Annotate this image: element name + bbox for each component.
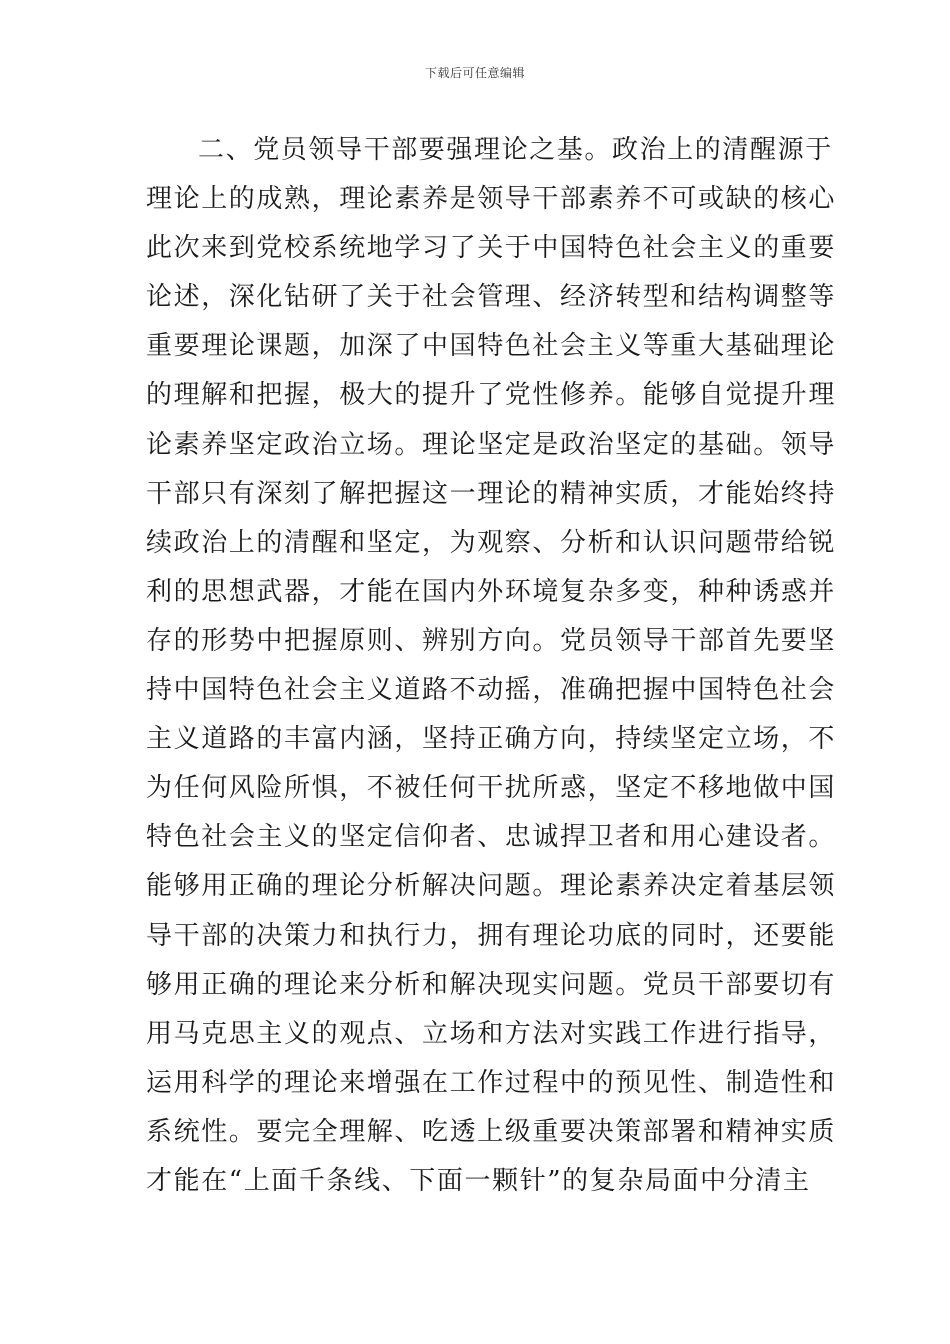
text-line: 特色社会主义的坚定信仰者、忠诚捍卫者和用心建设者。: [146, 822, 837, 853]
text-line: 的理解和把握，极大的提升了党性修养。能够自觉提升理: [146, 380, 837, 411]
text-line: 理论上的成熟，理论素养是领导干部素养不可或缺的核心: [146, 184, 837, 215]
text-line: 重要理论课题，加深了中国特色社会主义等重大基础理论: [146, 331, 837, 362]
text-line: 够用正确的理论来分析和解决现实问题。党员干部要切有: [146, 969, 837, 1000]
page-header: 下载后可任意编辑: [424, 66, 525, 80]
text-line: 能够用正确的理论分析解决问题。理论素养决定着基层领: [146, 871, 837, 902]
text-line: 二、党员领导干部要强理论之基。政治上的清醒源于: [198, 135, 833, 165]
text-line: 用马克思主义的观点、立场和方法对实践工作进行指导，: [146, 1018, 837, 1049]
text-line: 主义道路的丰富内涵，坚持正确方向，持续坚定立场，不: [146, 724, 837, 755]
text-line: 导干部的决策力和执行力，拥有理论功底的同时，还要能: [146, 920, 837, 951]
text-line: 利的思想武器，才能在国内外环境复杂多变，种种诱惑并: [146, 576, 837, 607]
text-line: 系统性。要完全理解、吃透上级重要决策部署和精神实质: [146, 1116, 837, 1147]
text-line: 此次来到党校系统地学习了关于中国特色社会主义的重要: [146, 233, 837, 264]
text-line: 存的形势中把握原则、辨别方向。党员领导干部首先要坚: [146, 625, 837, 656]
text-line: 续政治上的清醒和坚定，为观察、分析和认识问题带给锐: [146, 527, 837, 558]
text-line: 干部只有深刻了解把握这一理论的精神实质，才能始终持: [146, 478, 837, 509]
text-line: 为任何风险所惧，不被任何干扰所惑，坚定不移地做中国: [146, 773, 837, 804]
body-text: [146, 126, 837, 1206]
text-line: 运用科学的理论来增强在工作过程中的预见性、制造性和: [146, 1067, 837, 1098]
text-line: 持中国特色社会主义道路不动摇，准确把握中国特色社会: [146, 675, 837, 706]
text-line: 论素养坚定政治立场。理论坚定是政治坚定的基础。领导: [146, 429, 837, 460]
text-line: 才能在“上面千条线、下面一颗针”的复杂局面中分清主: [146, 1165, 811, 1196]
text-line: 论述，深化钻研了关于社会管理、经济转型和结构调整等: [146, 282, 837, 313]
